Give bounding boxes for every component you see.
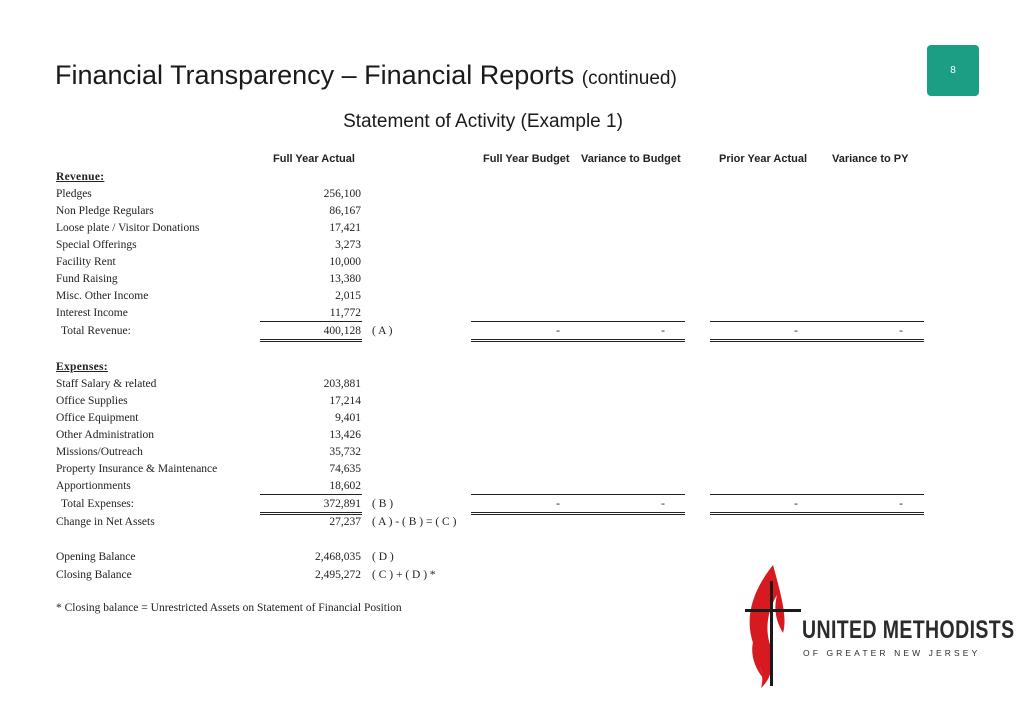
col-prior-year-actual: Prior Year Actual bbox=[719, 153, 808, 165]
row-label: Non Pledge Regulars bbox=[56, 205, 154, 217]
total-double-rule bbox=[260, 339, 362, 342]
total-expenses-value: 372,891 bbox=[323, 498, 361, 510]
subtotal-rule bbox=[471, 494, 685, 495]
closing-value: 2,495,272 bbox=[315, 569, 361, 581]
row-value: 18,602 bbox=[329, 480, 361, 492]
row-label: Office Supplies bbox=[56, 395, 128, 407]
row-value: 11,772 bbox=[329, 307, 361, 319]
page-title: Financial Transparency – Financial Reports (continued) bbox=[55, 60, 677, 90]
row-label: Loose plate / Visitor Donations bbox=[56, 222, 200, 234]
page-number-badge: 8 bbox=[927, 45, 979, 96]
row-label: Special Offerings bbox=[56, 239, 137, 251]
row-value: 13,380 bbox=[329, 273, 361, 285]
opening-value: 2,468,035 bbox=[315, 551, 361, 563]
row-label: Staff Salary & related bbox=[56, 378, 157, 390]
row-value: 256,100 bbox=[323, 188, 361, 200]
subtotal-rule bbox=[710, 494, 924, 495]
dash: - bbox=[556, 325, 560, 337]
change-label: Change in Net Assets bbox=[56, 516, 155, 528]
logo-line2: OF GREATER NEW JERSEY bbox=[803, 648, 981, 658]
col-full-year-budget: Full Year Budget bbox=[483, 153, 570, 165]
total-double-rule bbox=[471, 512, 685, 515]
total-double-rule bbox=[471, 339, 685, 342]
row-value: 86,167 bbox=[329, 205, 361, 217]
statement-subtitle: Statement of Activity (Example 1) bbox=[343, 111, 623, 132]
change-value: 27,237 bbox=[329, 516, 361, 528]
col-variance-to-py: Variance to PY bbox=[832, 153, 909, 165]
row-label: Apportionments bbox=[56, 480, 131, 492]
row-value: 203,881 bbox=[323, 378, 361, 390]
col-variance-to-budget: Variance to Budget bbox=[581, 153, 681, 165]
row-value: 17,421 bbox=[329, 222, 361, 234]
row-value: 74,635 bbox=[329, 463, 361, 475]
row-label: Missions/Outreach bbox=[56, 446, 143, 458]
title-suffix: (continued) bbox=[581, 68, 677, 89]
row-label: Facility Rent bbox=[56, 256, 116, 268]
dash: - bbox=[899, 325, 903, 337]
total-revenue-note: ( A ) bbox=[372, 325, 393, 337]
subtotal-rule bbox=[710, 321, 924, 322]
revenue-heading: Revenue: bbox=[56, 171, 105, 183]
total-revenue-value: 400,128 bbox=[323, 325, 361, 337]
umc-logo bbox=[743, 563, 1015, 693]
row-value: 17,214 bbox=[329, 395, 361, 407]
dash: - bbox=[661, 325, 665, 337]
row-label: Other Administration bbox=[56, 429, 155, 441]
row-label: Interest Income bbox=[56, 307, 128, 319]
dash: - bbox=[661, 498, 665, 510]
row-value: 13,426 bbox=[329, 429, 361, 441]
total-expenses-note: ( B ) bbox=[372, 498, 394, 510]
row-label: Office Equipment bbox=[56, 412, 139, 424]
opening-note: ( D ) bbox=[372, 551, 394, 563]
dash: - bbox=[556, 498, 560, 510]
row-label: Fund Raising bbox=[56, 273, 118, 285]
dash: - bbox=[794, 498, 798, 510]
opening-label: Opening Balance bbox=[56, 551, 136, 563]
row-label: Property Insurance & Maintenance bbox=[56, 463, 218, 475]
col-full-year-actual: Full Year Actual bbox=[273, 153, 355, 165]
closing-note: ( C ) + ( D ) * bbox=[372, 569, 436, 581]
subtotal-rule bbox=[260, 321, 362, 322]
cross-flame-icon bbox=[743, 563, 803, 693]
closing-label: Closing Balance bbox=[56, 569, 132, 581]
total-revenue-label: Total Revenue: bbox=[61, 325, 131, 337]
logo-line1: UNITED METHODISTS bbox=[802, 616, 1015, 644]
dash: - bbox=[794, 325, 798, 337]
row-value: 9,401 bbox=[335, 412, 361, 424]
row-label: Pledges bbox=[56, 188, 92, 200]
change-note: ( A ) - ( B ) = ( C ) bbox=[372, 516, 457, 528]
row-value: 2,015 bbox=[335, 290, 361, 302]
row-value: 3,273 bbox=[335, 239, 361, 251]
row-label: Misc. Other Income bbox=[56, 290, 149, 302]
subtotal-rule bbox=[260, 494, 362, 495]
row-value: 10,000 bbox=[329, 256, 361, 268]
total-expenses-label: Total Expenses: bbox=[61, 498, 134, 510]
subtotal-rule bbox=[471, 321, 685, 322]
total-double-rule bbox=[710, 512, 924, 515]
footnote: * Closing balance = Unrestricted Assets on Statement of Financial Position bbox=[56, 602, 402, 614]
expenses-heading: Expenses: bbox=[56, 361, 108, 373]
dash: - bbox=[899, 498, 903, 510]
row-value: 35,732 bbox=[329, 446, 361, 458]
total-double-rule bbox=[710, 339, 924, 342]
